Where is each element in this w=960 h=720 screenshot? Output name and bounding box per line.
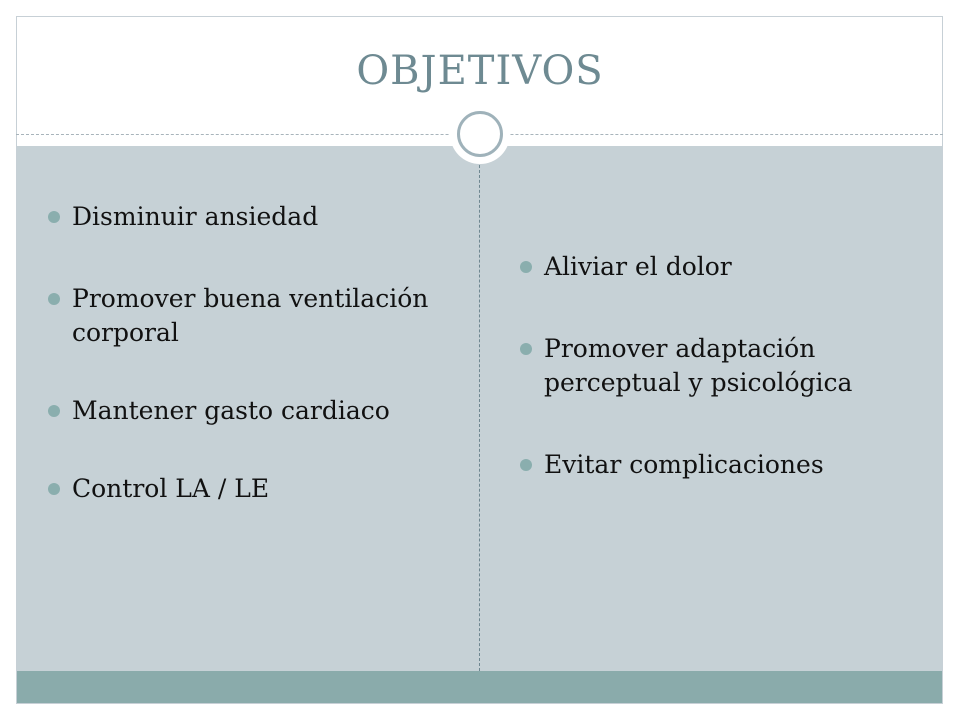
bullet-icon — [48, 405, 60, 417]
slide-title: OBJETIVOS — [356, 48, 604, 94]
right-objectives-list — [520, 250, 930, 530]
bullet-icon — [48, 483, 60, 495]
footer-band — [17, 671, 942, 703]
list-item — [48, 472, 468, 506]
list-item — [520, 332, 930, 400]
bullet-icon — [520, 261, 532, 273]
list-item-label: Promover buena ventilación corporal — [72, 284, 429, 347]
list-item — [520, 250, 930, 284]
column-divider — [479, 160, 480, 671]
list-item — [48, 200, 468, 234]
list-item-label: Aliviar el dolor — [544, 252, 732, 281]
bullet-icon — [48, 211, 60, 223]
list-item — [520, 448, 930, 482]
circle-ornament-icon — [457, 111, 503, 157]
bullet-icon — [520, 459, 532, 471]
list-item — [48, 394, 468, 428]
bullet-icon — [48, 293, 60, 305]
left-objectives-list — [48, 200, 468, 550]
list-item — [48, 282, 468, 350]
list-item-label: Promover adaptación perceptual y psicológica — [544, 334, 853, 397]
list-item-label: Control LA / LE — [72, 474, 270, 503]
list-item-label: Disminuir ansiedad — [72, 202, 319, 231]
list-item-label: Evitar complicaciones — [544, 450, 824, 479]
list-item-label: Mantener gasto cardiaco — [72, 396, 390, 425]
bullet-icon — [520, 343, 532, 355]
